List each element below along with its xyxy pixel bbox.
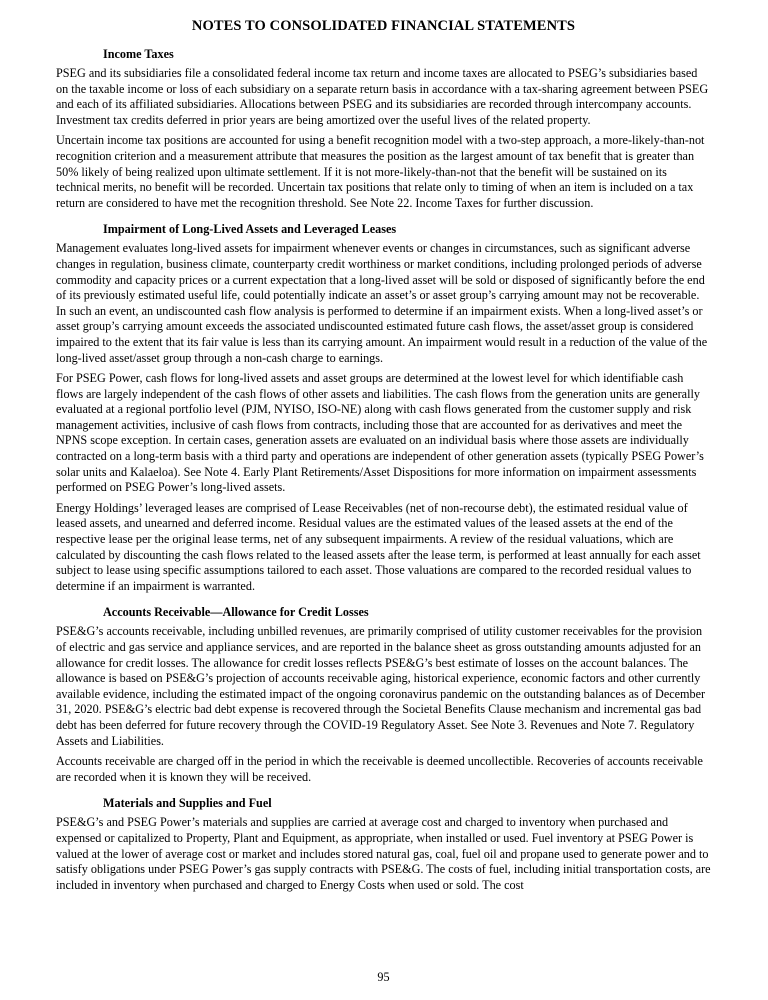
- paragraph: For PSEG Power, cash flows for long-lived assets and asset groups are determined at the lowest level for which identifiable cash flows are largely independent of the cash flows of other assets and liabilities. The cash flows from the generation units are generally evaluated at a regional portfolio level (PJM, NYISO, ISO-NE) along with cash flows generated from the customer supply and risk management activities, inclusive of cash flows from contracts, including those that are accounted for as derivatives and meet the NPNS scope exception. In certain cases, generation assets are evaluated on an individual basis where those assets are individually contracted on a long-term basis with a third party and operations are independent of other generation assets (typically PSEG Power’s solar units and Kalaeloa). See Note 4. Early Plant Retirements/Asset Dispositions for more information on impairment assessments performed on PSEG Power’s long-lived assets.: [56, 371, 704, 495]
- paragraph: PSE&G’s and PSEG Power’s materials and supplies are carried at average cost and charged to inventory when purchased and expensed or capitalized to Property, Plant and Equipment, as appropriate, when installed or used. Fuel inventory at PSEG Power is valued at the lower of average cost or market and includes stored natural gas, coal, fuel oil and propane used to generate power and to satisfy obligations under PSEG Power’s gas supply contracts with PSE&G. The costs of fuel, including initial transportation costs, are included in inventory when purchased and charged to Energy Costs when used or sold. The cost: [56, 815, 711, 892]
- paragraph: PSE&G’s accounts receivable, including unbilled revenues, are primarily comprised of utility customer receivables for the provision of electric and gas service and appliance services, and are reported in the balance sheet as gross outstanding amounts adjusted for an allowance for credit losses. The allowance for credit losses reflects PSE&G’s best estimate of losses on the account balances. The allowance is based on PSE&G’s projection of accounts receivable aging, historical experience, economic factors and other currently available evidence, including the estimated impact of the ongoing coronavirus pandemic on the outstanding balances as of December 31, 2020. PSE&G’s electric bad debt expense is recovered through the Societal Benefits Clause mechanism and incremental gas bad debt has been deferred for future recovery through the COVID-19 Regulatory Asset. See Note 3. Revenues and Note 7. Regulatory Assets and Liabilities.: [56, 624, 706, 748]
- page-number: 95: [377, 970, 390, 984]
- document-page: [56, 0, 711, 1000]
- section-impairment: [56, 221, 711, 594]
- section-accounts-receivable: [56, 604, 711, 785]
- paragraph: Management evaluates long-lived assets for impairment whenever events or changes in circumstances, such as significant adverse changes in regulation, business climate, counterparty credit worthiness or market conditions, including prolonged periods of adverse commodity and capacity prices or a current expectation that a long-lived asset will be sold or disposed of significantly before the end of its previously estimated useful life, could potentially indicate an asset’s or asset group’s carrying amount may not be recoverable. In such an event, an undiscounted cash flow analysis is performed to determine if an impairment exists. When a long-lived asset’s or asset group’s carrying amount exceeds the associated undiscounted estimated future cash flows, the asset/asset group is considered impaired to the extent that its fair value is less than its carrying amount. An impairment would result in a reduction of the value of the long-lived asset/asset group through a non-cash charge to earnings.: [56, 241, 708, 365]
- section-materials-supplies-fuel: [56, 795, 711, 893]
- section-income-taxes: [56, 46, 711, 211]
- paragraph: Accounts receivable are charged off in the period in which the receivable is deemed uncollectible. Recoveries of accounts receivable are recorded when it is known they will be received.: [56, 754, 703, 784]
- paragraph: PSEG and its subsidiaries file a consolidated federal income tax return and income taxes are allocated to PSEG’s subsidiaries based on the taxable income or loss of each subsidiary on a separate return basis in accordance with a tax-sharing agreement between PSEG and each of its affiliated subsidiaries. Allocations between PSEG and its subsidiaries are recorded through intercompany accounts. Investment tax credits deferred in prior years are being amortized over the useful lives of the related property.: [56, 66, 709, 127]
- paragraph: Energy Holdings’ leveraged leases are comprised of Lease Receivables (net of non-recourse debt), the estimated residual value of leased assets, and unearned and deferred income. Residual values are the estimated values of the leased assets at the end of the respective lease per the original lease terms, net of any subsequent impairments. A review of the residual valuations, which are calculated by discounting the cash flows related to the leased assets after the lease term, is performed at least annually for each asset subject to lease using specific assumptions tailored to each asset. Those valuations are compared to the recorded residual values to determine if an impairment is warranted.: [56, 500, 701, 593]
- section-heading: Materials and Supplies and Fuel: [103, 796, 272, 811]
- page-title: NOTES TO CONSOLIDATED FINANCIAL STATEMENTS: [191, 18, 576, 34]
- section-heading: Impairment of Long-Lived Assets and Leveraged Leases: [103, 222, 397, 237]
- section-heading: Accounts Receivable—Allowance for Credit Losses: [103, 605, 369, 620]
- section-heading: Income Taxes: [103, 47, 174, 61]
- paragraph: Uncertain income tax positions are accounted for using a benefit recognition model with a two-step approach, a more-likely-than-not recognition criterion and a measurement attribute that measures the position as the largest amount of tax benefit that is greater than 50% likely of being realized upon ultimate settlement. If it is not more-likely-than-not that the benefit will be sustained on its technical merits, no benefit will be recorded. Uncertain tax positions that relate only to timing of when an item is included on a tax return are considered to have met the recognition threshold. See Note 22. Income Taxes for further discussion.: [56, 133, 705, 210]
